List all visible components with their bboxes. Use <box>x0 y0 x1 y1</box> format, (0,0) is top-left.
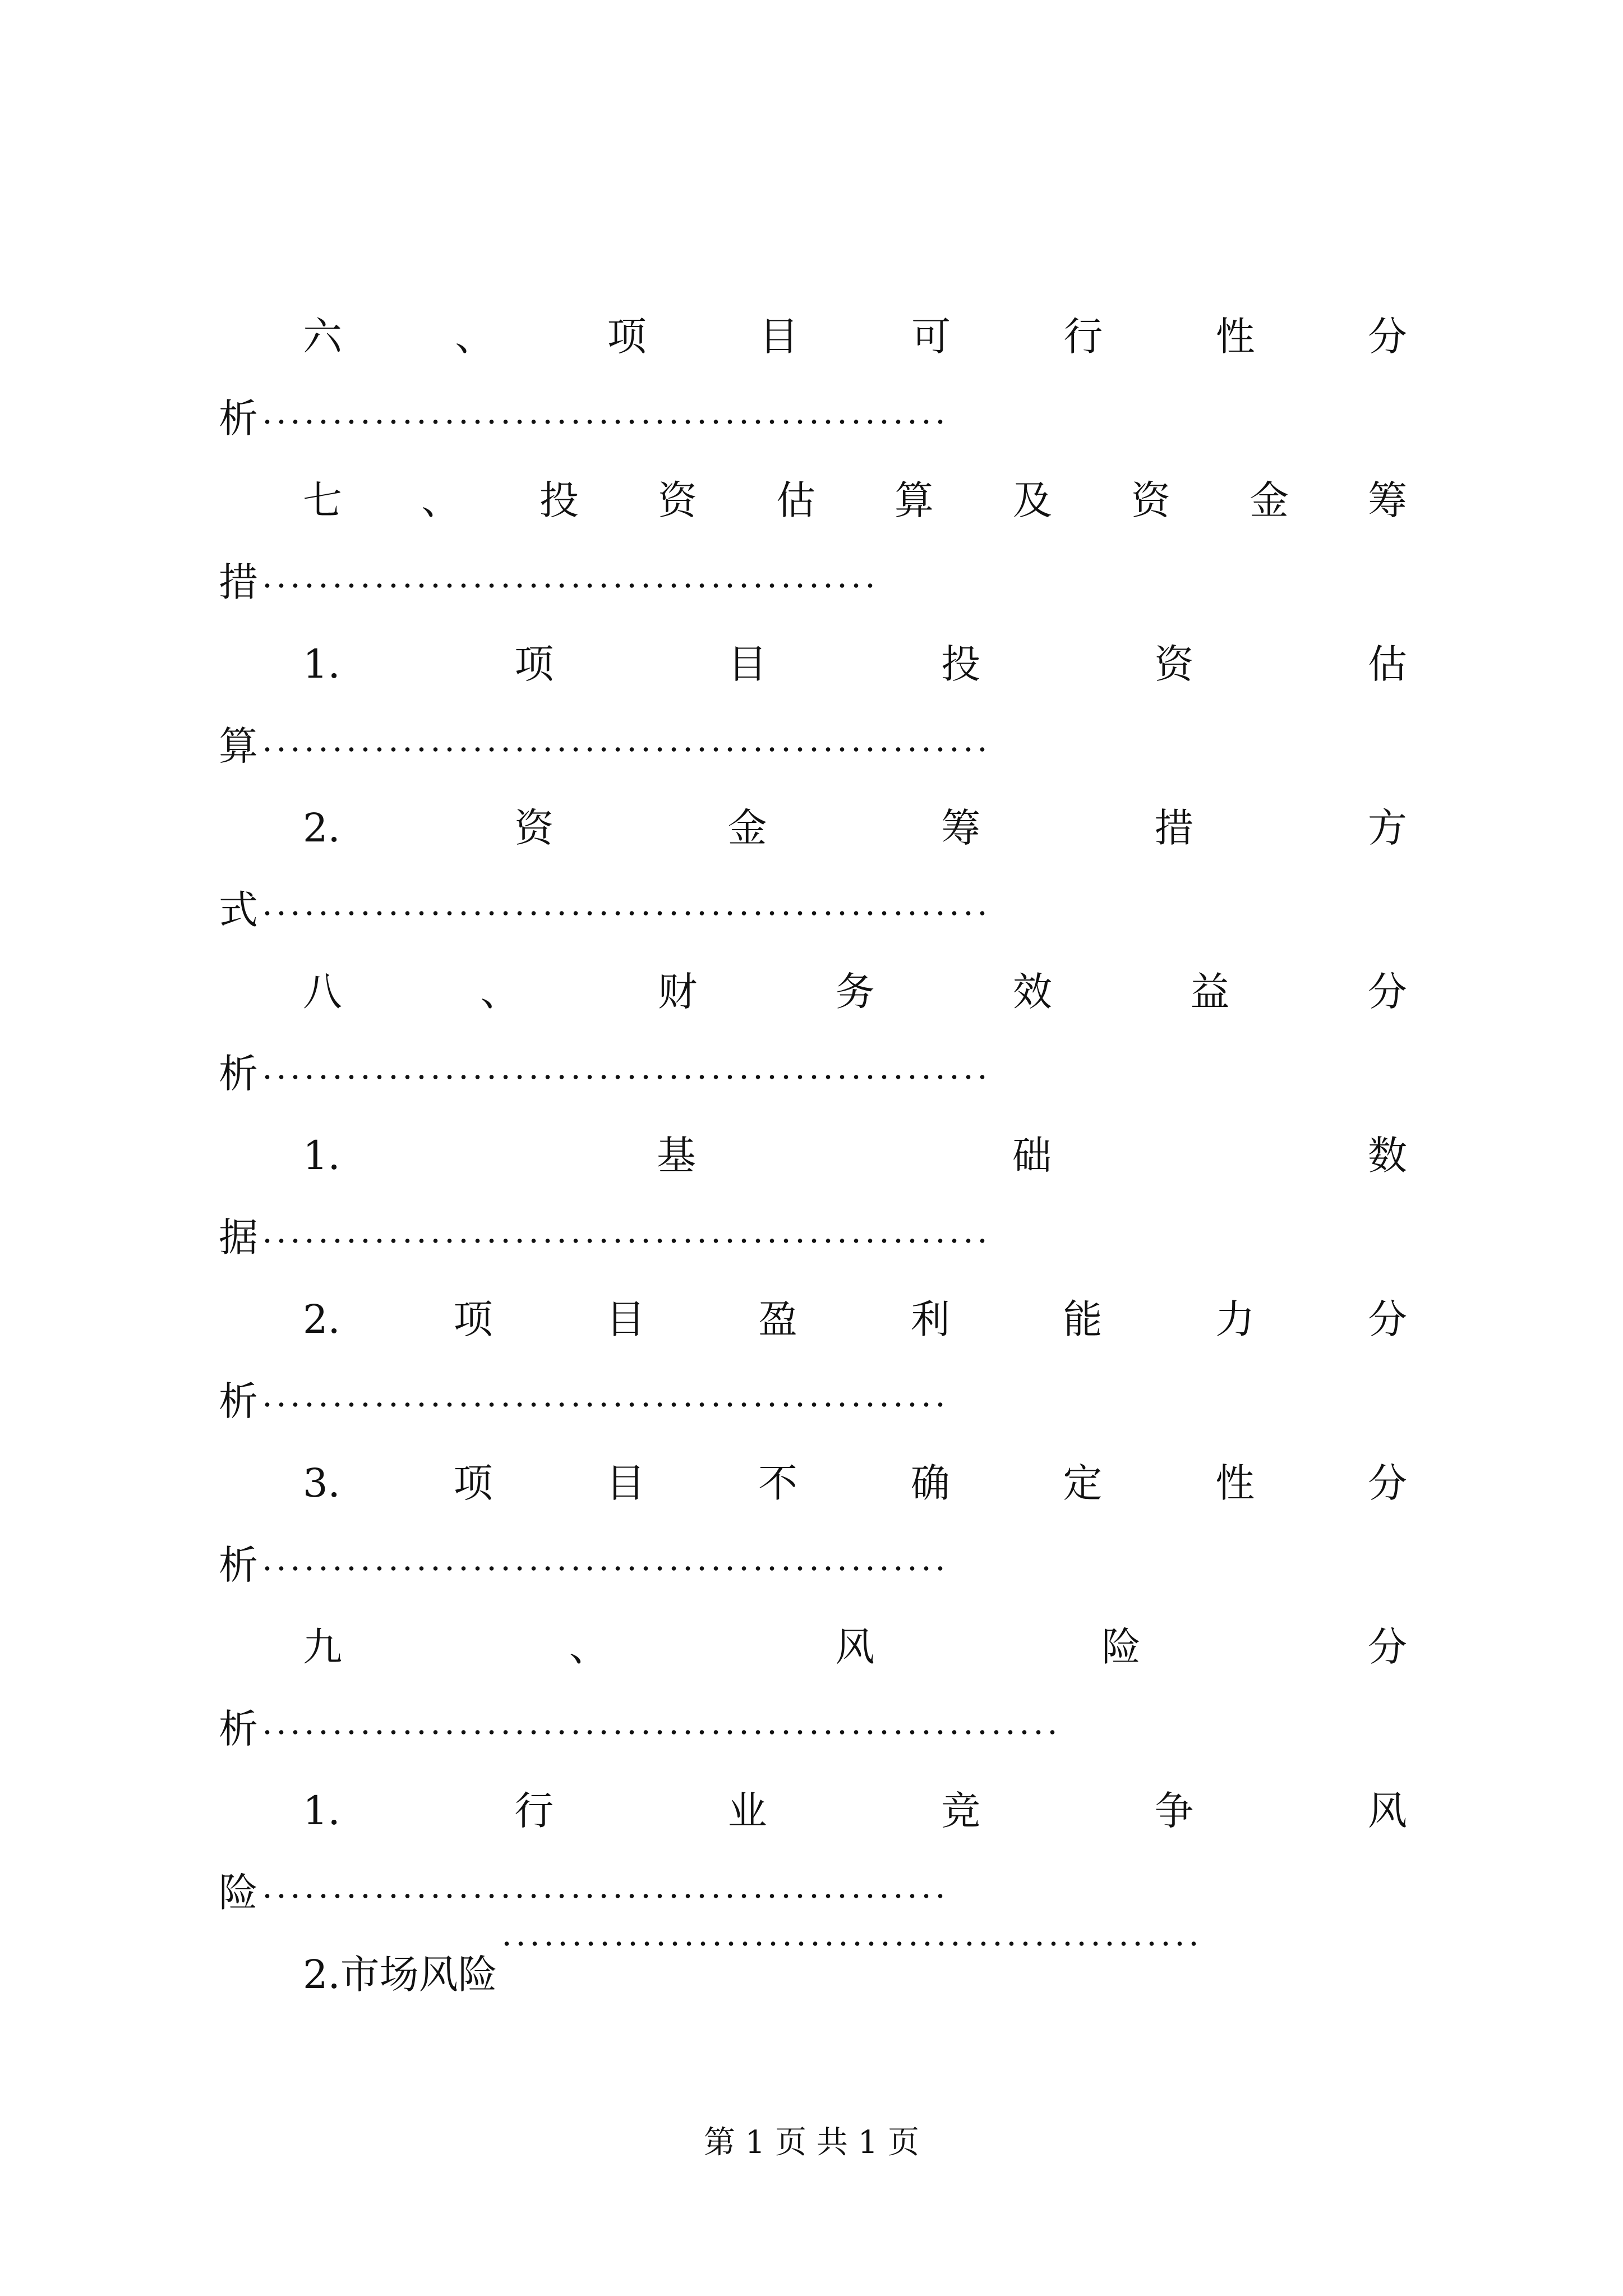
toc-item-continuation <box>219 1531 1407 1599</box>
toc-item-3[interactable] <box>303 631 1407 698</box>
toc-item-last[interactable] <box>303 1941 1407 2008</box>
toc-leader-dots <box>260 1402 947 1407</box>
toc-item-tail: 析 <box>219 1706 258 1752</box>
toc-leader-dots <box>260 419 947 425</box>
toc-item-glyph: 1. <box>303 1788 340 1834</box>
toc-item-glyph: 行 <box>514 1788 554 1834</box>
toc-item-glyph: 九 <box>303 1624 342 1670</box>
toc-item-continuation <box>219 1695 1407 1763</box>
toc-item-glyph: 确 <box>910 1460 950 1506</box>
toc-item-glyph: 3. <box>303 1460 340 1506</box>
toc-item-8[interactable] <box>303 1450 1407 1517</box>
toc-item-glyph: 分 <box>1367 1296 1407 1342</box>
toc-item-5[interactable] <box>303 958 1407 1025</box>
toc-item-6[interactable] <box>303 1122 1407 1189</box>
toc-item-glyph: 能 <box>1063 1296 1103 1342</box>
toc-item-glyph: 基 <box>656 1133 696 1179</box>
toc-item-glyph: 盈 <box>758 1296 797 1342</box>
toc-item-glyph: 利 <box>910 1296 950 1342</box>
toc-item-tail: 析 <box>219 1378 258 1424</box>
toc-item-glyph: 金 <box>1249 477 1289 523</box>
page-footer: 第 1 页 共 1 页 <box>703 2124 920 2161</box>
toc-leader-dots <box>500 1941 1201 1947</box>
toc-leader-dots <box>260 747 989 752</box>
toc-item-glyph: 1. <box>303 641 340 687</box>
toc-item-continuation <box>219 1040 1407 1107</box>
toc-item-glyph: 风 <box>1367 1788 1407 1834</box>
toc-item-glyph: 、 <box>569 1624 608 1670</box>
toc-item-1[interactable] <box>303 303 1407 370</box>
toc-item-tail: 算 <box>219 723 258 769</box>
toc-item-2[interactable] <box>303 467 1407 534</box>
toc-item-glyph: 行 <box>1063 314 1103 360</box>
toc-item-glyph: 力 <box>1215 1296 1255 1342</box>
toc-item-glyph: 益 <box>1190 969 1230 1015</box>
toc-item-tail: 据 <box>219 1214 258 1260</box>
toc-item-glyph: 目 <box>606 1296 645 1342</box>
toc-item-glyph: 可 <box>911 314 951 360</box>
toc-item-glyph: 目 <box>606 1460 645 1506</box>
toc-item-glyph: 估 <box>776 477 815 523</box>
toc-item-glyph: 业 <box>727 1788 767 1834</box>
toc-item-glyph: 争 <box>1154 1788 1194 1834</box>
toc-item-tail: 析 <box>219 1051 258 1097</box>
toc-item-10[interactable] <box>303 1777 1407 1844</box>
toc-item-glyph: 分 <box>1368 1624 1407 1670</box>
toc-item-glyph: 资 <box>1154 641 1194 687</box>
toc-leader-dots <box>260 1893 947 1899</box>
toc-item-glyph: 分 <box>1367 314 1407 360</box>
toc-item-glyph: 金 <box>727 805 767 851</box>
toc-item-tail: 措 <box>219 559 258 605</box>
toc-item-glyph: 定 <box>1063 1460 1103 1506</box>
toc-item-glyph: 估 <box>1367 641 1407 687</box>
toc-item-tail: 险 <box>219 1870 258 1916</box>
toc-leader-dots <box>260 1074 989 1080</box>
toc-item-7[interactable] <box>303 1286 1407 1353</box>
toc-item-glyph: 、 <box>480 969 520 1015</box>
toc-item-glyph: 性 <box>1215 314 1255 360</box>
toc-item-continuation <box>219 549 1407 616</box>
toc-item-glyph: 2. <box>303 1296 340 1342</box>
toc-item-glyph: 及 <box>1013 477 1052 523</box>
toc-leader-dots <box>260 583 877 588</box>
toc-item-glyph: 筹 <box>1368 477 1407 523</box>
toc-item-glyph: 项 <box>514 641 554 687</box>
toc-item-continuation <box>219 1859 1407 1926</box>
toc-item-tail: 式 <box>219 887 258 933</box>
toc-item-glyph: 目 <box>727 641 767 687</box>
toc-item-glyph: 不 <box>758 1460 797 1506</box>
toc-item-glyph: 险 <box>1101 1624 1141 1670</box>
toc-item-glyph: 项 <box>453 1296 493 1342</box>
toc-item-continuation <box>219 1204 1407 1271</box>
toc-item-glyph: 目 <box>759 314 799 360</box>
toc-item-4[interactable] <box>303 794 1407 862</box>
toc-item-tail: 析 <box>219 395 258 441</box>
toc-item-glyph: 竞 <box>941 1788 981 1834</box>
toc-item-glyph: 筹 <box>941 805 981 851</box>
toc-item-glyph: 投 <box>941 641 981 687</box>
toc-item-glyph: 、 <box>455 314 495 360</box>
toc-item-glyph: 项 <box>453 1460 493 1506</box>
toc-item-glyph: 分 <box>1368 969 1407 1015</box>
toc-item-continuation <box>219 712 1407 780</box>
toc-leader-dots <box>260 1566 947 1571</box>
toc-leader-dots <box>260 910 989 916</box>
toc-item-glyph: 资 <box>514 805 554 851</box>
toc-item-glyph: 务 <box>835 969 875 1015</box>
toc-item-glyph: 七 <box>303 477 342 523</box>
toc-item-continuation <box>219 876 1407 944</box>
toc-item-glyph: 项 <box>607 314 647 360</box>
toc-item-glyph: 方 <box>1367 805 1407 851</box>
toc-item-glyph: 投 <box>540 477 579 523</box>
toc-item-glyph: 财 <box>658 969 697 1015</box>
toc-item-glyph: 措 <box>1154 805 1194 851</box>
toc-item-tail: 析 <box>219 1542 258 1588</box>
toc-leader-dots <box>260 1238 989 1244</box>
toc-item-glyph: 、 <box>421 477 460 523</box>
toc-item-glyph: 资 <box>1131 477 1170 523</box>
toc-item-glyph: 效 <box>1013 969 1052 1015</box>
toc-item-continuation <box>219 385 1407 452</box>
toc-item-glyph: 1. <box>303 1133 340 1179</box>
toc-item-glyph: 性 <box>1215 1460 1255 1506</box>
toc-item-glyph: 八 <box>303 969 342 1015</box>
toc-item-glyph: 础 <box>1012 1133 1052 1179</box>
toc-item-glyph: 资 <box>658 477 697 523</box>
toc-item-9[interactable] <box>303 1613 1407 1681</box>
toc-item-glyph: 分 <box>1367 1460 1407 1506</box>
toc-leader-dots <box>260 1729 1059 1735</box>
toc-item-glyph: 2. <box>303 805 340 851</box>
toc-item-continuation <box>219 1368 1407 1435</box>
toc-item-glyph: 风 <box>835 1624 875 1670</box>
toc-item-glyph: 数 <box>1367 1133 1407 1179</box>
toc-item-glyph: 算 <box>895 477 934 523</box>
toc-item-last-text: 2.市场风险 <box>303 1952 497 1998</box>
toc-item-glyph: 六 <box>303 314 342 360</box>
